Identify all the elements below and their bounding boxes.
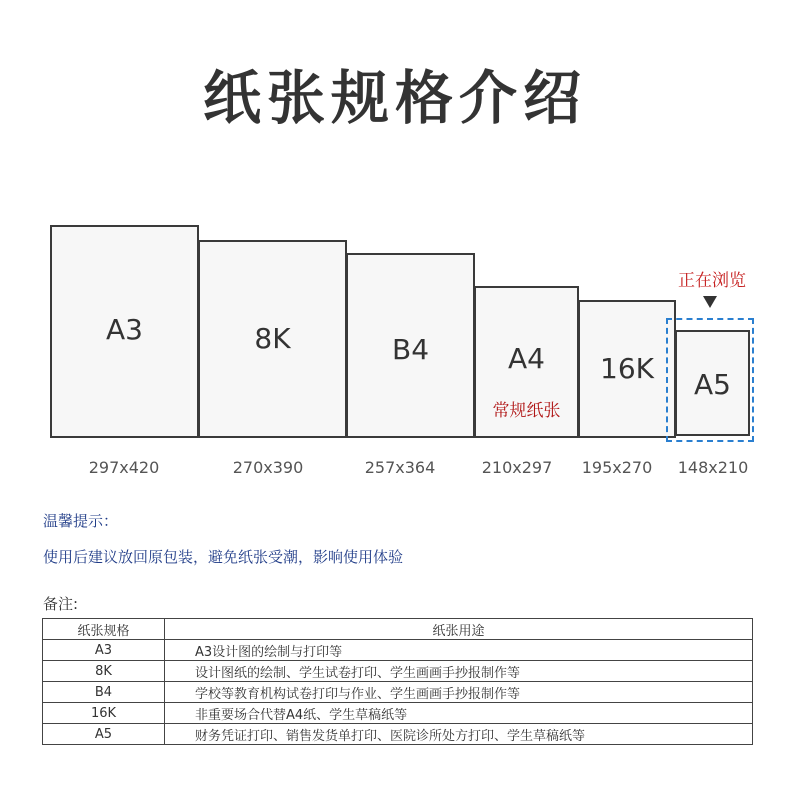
column-header-size: 纸张规格 bbox=[43, 619, 165, 640]
table-cell-size: 16K bbox=[43, 703, 165, 724]
paper-a3 bbox=[50, 225, 199, 438]
paper-name: A4 bbox=[508, 342, 545, 375]
paper-size-label: 270x390 bbox=[232, 458, 304, 477]
paper-subtitle: 常规纸张 bbox=[492, 401, 561, 421]
browsing-label: 正在浏览 bbox=[678, 271, 746, 291]
tip-title: 温馨提示： bbox=[43, 512, 119, 530]
table-cell-usage: 设计图纸的绘制、学生试卷打印、学生画画手抄报制作等 bbox=[165, 661, 753, 682]
table-row bbox=[43, 682, 753, 703]
paper-size-label: 297x420 bbox=[88, 458, 160, 477]
paper-size-label: 148x210 bbox=[677, 458, 749, 477]
paper-usage-table bbox=[42, 618, 753, 745]
paper-name: A3 bbox=[106, 313, 143, 346]
tip-text: 使用后建议放回原包装，避免纸张受潮，影响使用体验 bbox=[43, 548, 404, 566]
paper-8k bbox=[198, 240, 347, 438]
paper-name: 8K bbox=[254, 322, 291, 355]
paper-b4 bbox=[346, 253, 475, 438]
table-cell-size: 8K bbox=[43, 661, 165, 682]
table-cell-size: B4 bbox=[43, 682, 165, 703]
table-cell-size: A3 bbox=[43, 640, 165, 661]
triangle-down-icon bbox=[703, 296, 717, 308]
paper-16k bbox=[578, 300, 676, 438]
paper-name: A5 bbox=[694, 368, 731, 401]
table-cell-usage: 财务凭证打印、销售发货单打印、医院诊所处方打印、学生草稿纸等 bbox=[165, 724, 753, 745]
browsing-highlight-frame bbox=[666, 318, 754, 442]
paper-size-label: 210x297 bbox=[481, 458, 553, 477]
paper-size-label: 257x364 bbox=[364, 458, 436, 477]
note-label: 备注: bbox=[43, 595, 79, 613]
page-title: 纸张规格介绍 bbox=[202, 64, 587, 132]
table-cell-size: A5 bbox=[43, 724, 165, 745]
paper-a4 bbox=[474, 286, 579, 438]
table-header-row bbox=[43, 619, 753, 640]
table-cell-usage: 非重要场合代替A4纸、学生草稿纸等 bbox=[165, 703, 753, 724]
table-row bbox=[43, 640, 753, 661]
table-row bbox=[43, 724, 753, 745]
paper-size-label: 195x270 bbox=[581, 458, 653, 477]
paper-name: 16K bbox=[600, 352, 654, 385]
table-row bbox=[43, 703, 753, 724]
table-cell-usage: 学校等教育机构试卷打印与作业、学生画画手抄报制作等 bbox=[165, 682, 753, 703]
paper-name: B4 bbox=[391, 333, 430, 366]
table-cell-usage: A3设计图的绘制与打印等 bbox=[165, 640, 753, 661]
column-header-usage: 纸张用途 bbox=[165, 619, 753, 640]
table-row bbox=[43, 661, 753, 682]
